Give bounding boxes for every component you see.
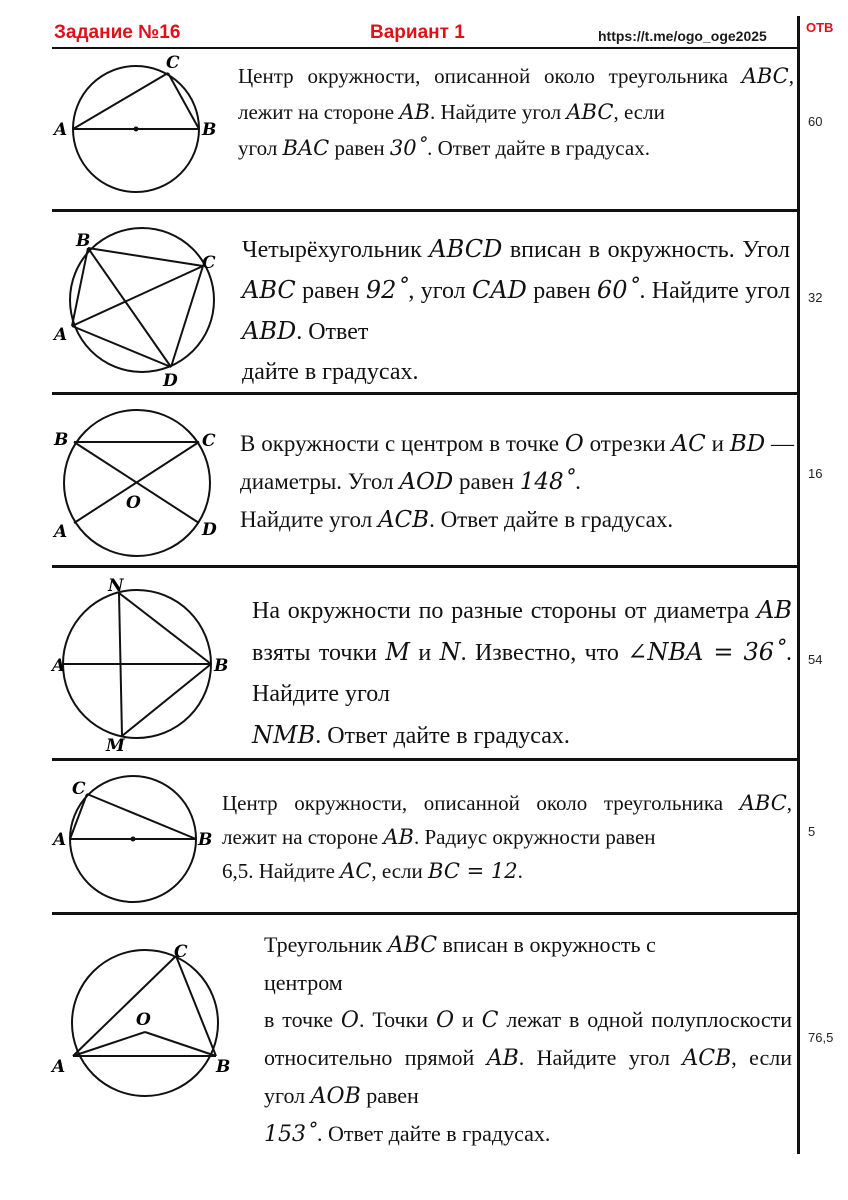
label-c: C — [202, 431, 216, 451]
header-divider — [52, 47, 798, 49]
label-b: B — [198, 830, 213, 850]
label-a: A — [54, 325, 68, 345]
telegram-link[interactable]: https://t.me/ogo_oge2025 — [598, 28, 767, 44]
problem-4-text: На окружности по разные стороны от диаметра AB взяты точки M и N. Известно, что ∠NBA = 36˚. Найдите угол NMB. Ответ дайте в градусах. — [252, 596, 792, 749]
row-divider-3 — [52, 565, 798, 568]
label-d: D — [202, 520, 217, 540]
problem-5-text: Центр окружности, описанной около треугольника ABC, лежит на стороне AB. Радиус окружности равен 6,5. Найдите AC, если BC = 12. — [222, 791, 793, 883]
label-c: C — [202, 253, 216, 273]
answer-2: 32 — [808, 290, 823, 305]
row-divider-2 — [52, 392, 798, 395]
label-d: D — [163, 371, 178, 391]
label-n: N — [108, 576, 124, 596]
answer-4: 54 — [808, 652, 823, 667]
problem-2-text: Четырёхугольник ABCD вписан в окружность. Угол ABC равен 92˚, угол CAD равен 60˚. Найдите угол ABD. Ответ дайте в градусах. — [242, 235, 791, 385]
label-m: M — [106, 736, 125, 756]
label-o: O — [126, 493, 141, 513]
row-divider-4 — [52, 758, 798, 761]
answer-5: 5 — [808, 824, 816, 839]
label-b: B — [76, 231, 91, 251]
label-b: B — [216, 1057, 231, 1077]
problem-5-figure — [50, 772, 230, 922]
task-number-title: Задание №16 — [54, 22, 181, 43]
problem-3-figure — [50, 404, 230, 564]
answer-6: 76,5 — [808, 1030, 834, 1045]
label-b: B — [202, 120, 217, 140]
answer-3: 16 — [808, 466, 823, 481]
label-c: C — [174, 942, 188, 962]
problem-6-figure — [48, 938, 238, 1088]
answer-1: 60 — [808, 114, 823, 129]
label-o: O — [136, 1010, 151, 1030]
answer-column-divider — [797, 16, 800, 1154]
label-b: B — [214, 656, 229, 676]
label-a: A — [52, 656, 66, 676]
problem-1-text: Центр окружности, описанной около треугольника ABC, лежит на стороне AB. Найдите угол ABC, если угол BAC равен 30˚. Ответ дайте в градусах. — [238, 64, 794, 160]
label-a: A — [53, 830, 67, 850]
label-c: C — [166, 53, 180, 73]
label-a: A — [52, 1057, 66, 1077]
problem-4-figure — [50, 575, 230, 755]
label-a: A — [54, 120, 68, 140]
label-c: C — [72, 779, 86, 799]
label-a: A — [54, 522, 68, 542]
answer-column-header: ОТВ — [806, 20, 834, 35]
problem-3-text: В окружности с центром в точке O отрезки AC и BD — диаметры. Угол AOD равен 148˚. Найдите угол ACB. Ответ дайте в градусах. — [240, 431, 795, 533]
problem-1-figure — [50, 50, 230, 210]
problem-2-figure — [48, 222, 228, 392]
label-b: B — [54, 430, 69, 450]
variant-title: Вариант 1 — [370, 22, 465, 43]
problem-6-text: Треугольник ABC вписан в окружность с центром в точке O. Точки O и C лежат в одной полуплоскости относительно прямой AB. Найдите угол ACB, если угол AOB равен 153˚. Ответ дайте в градусах. — [264, 932, 793, 1147]
